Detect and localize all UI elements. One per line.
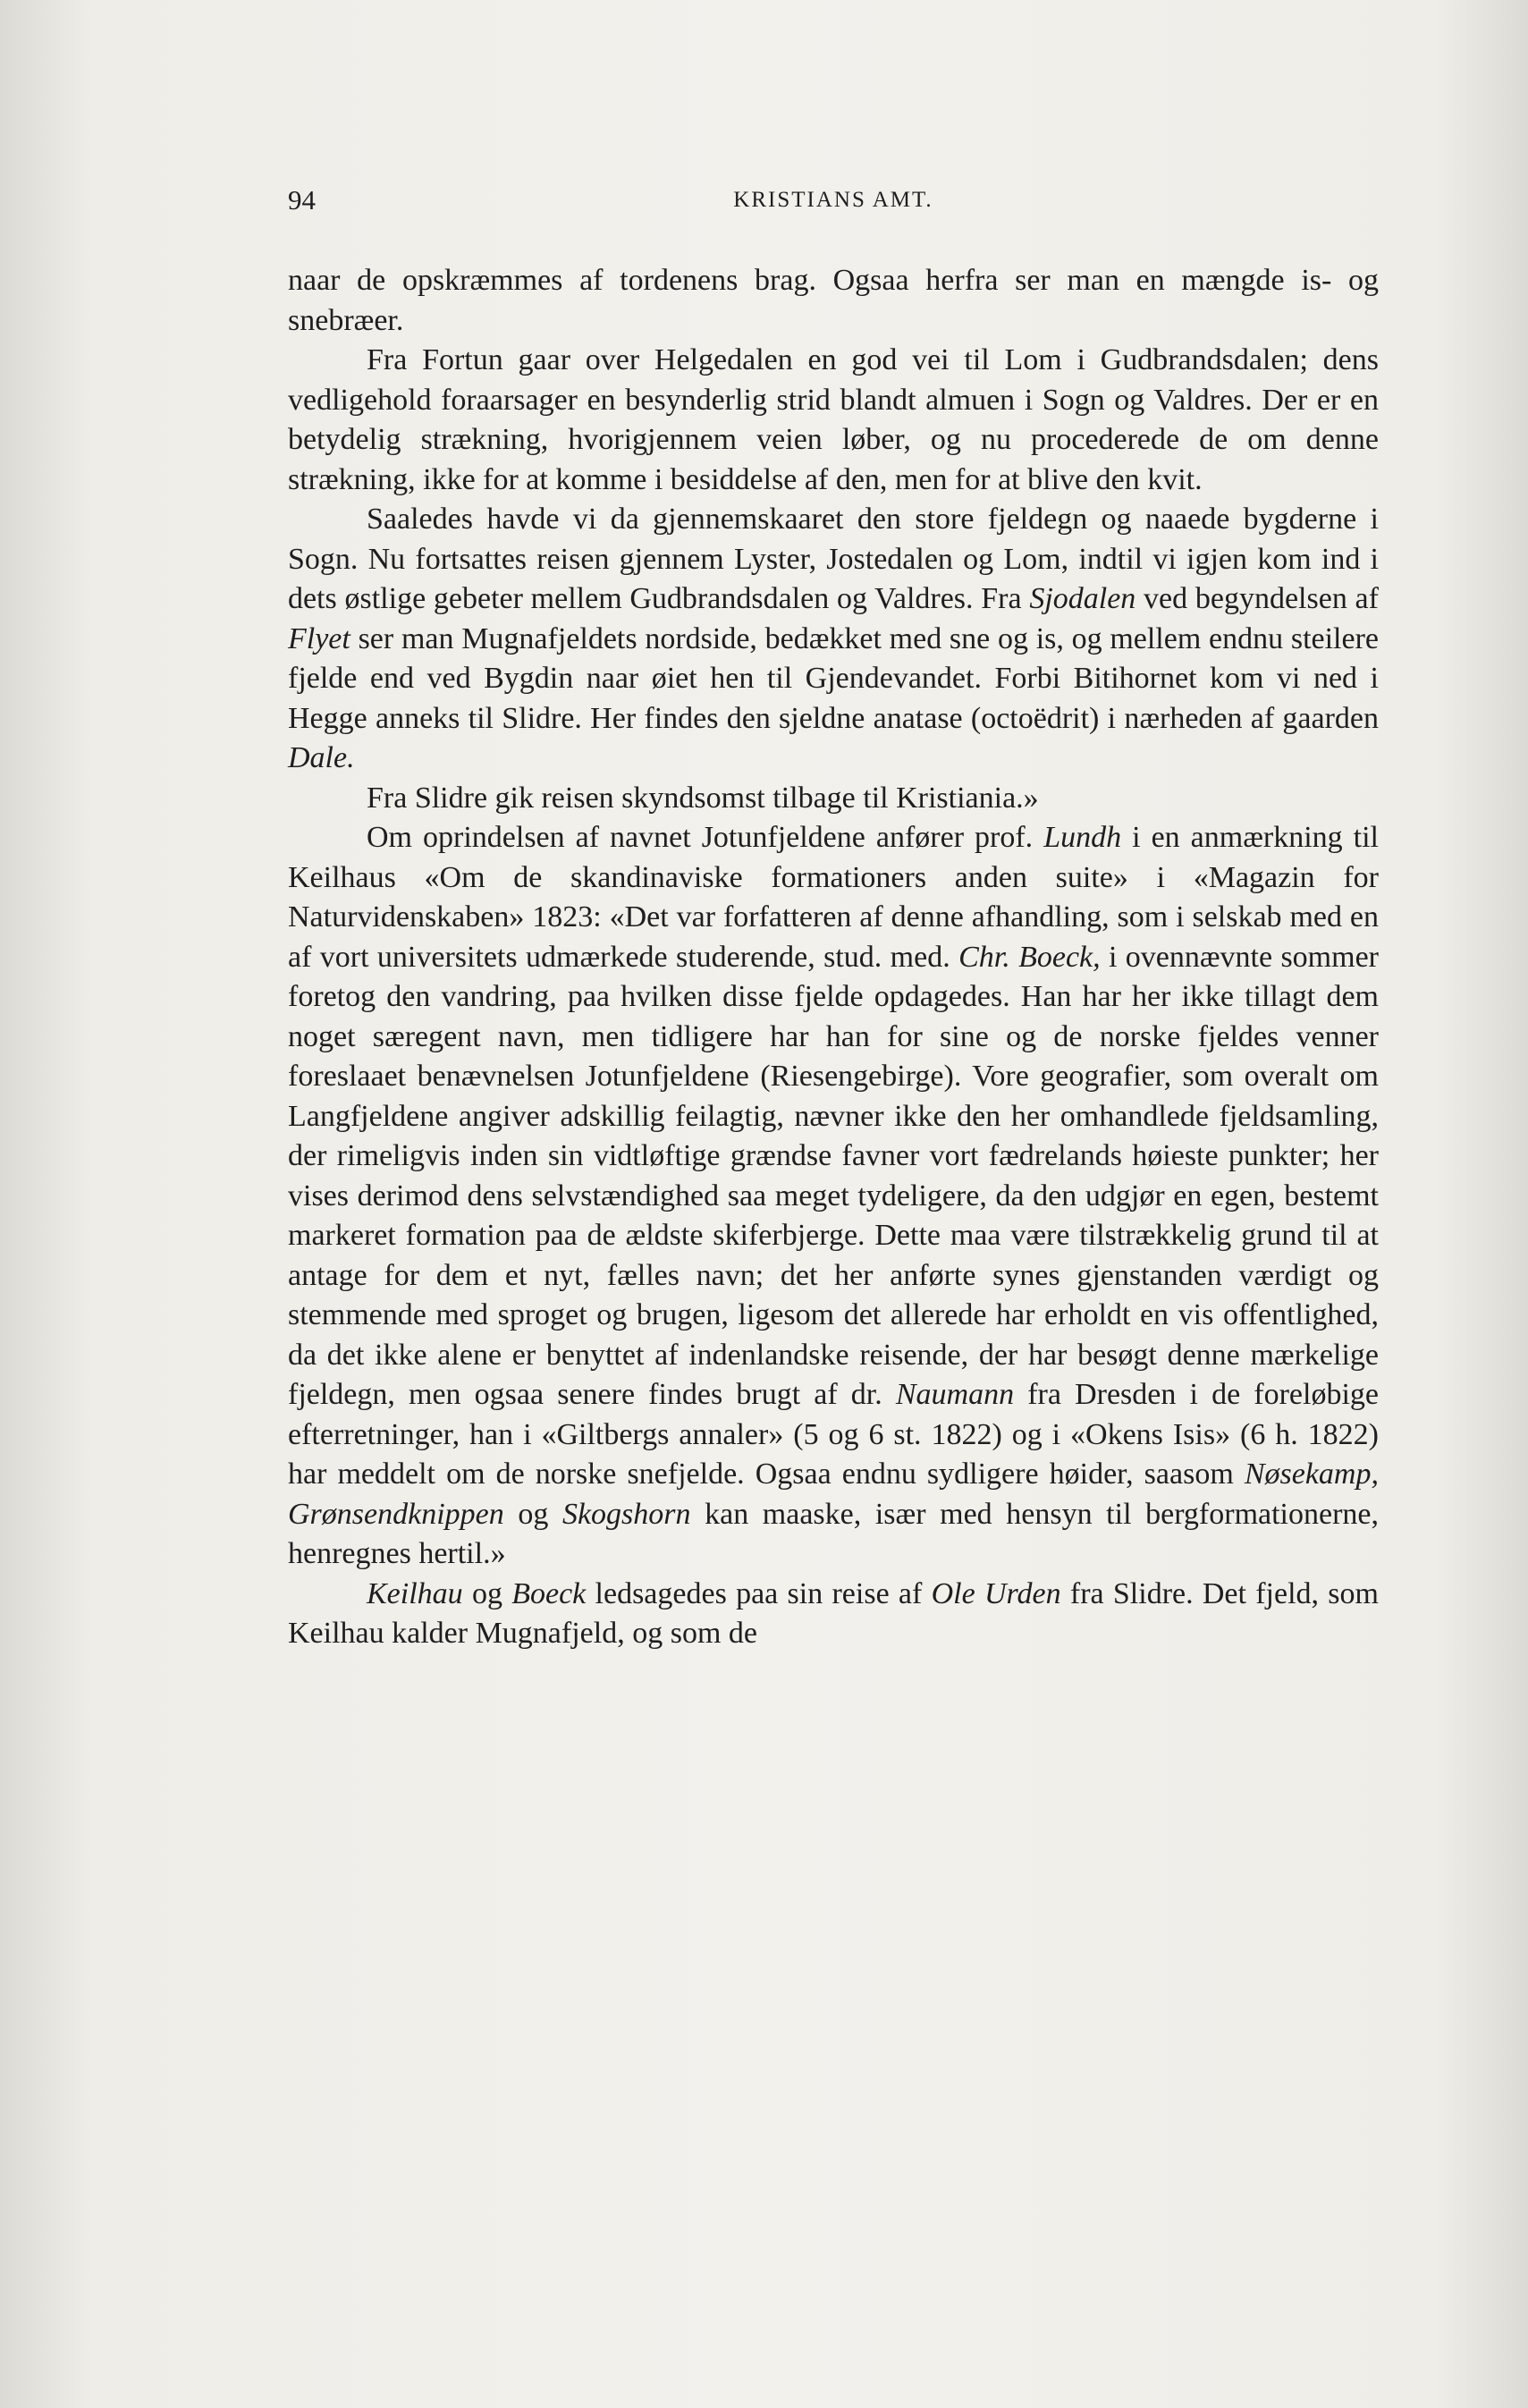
text-run: Om oprindelsen af navnet Jotunfjeldene anfører prof. — [367, 821, 1044, 854]
text-run: og — [462, 1576, 512, 1610]
italic-text: Lundh — [1043, 821, 1122, 854]
italic-text: Chr. Boeck, — [958, 940, 1101, 974]
text-run: fra Dresden i de foreløbige efterretninger, han i «Giltbergs annaler» (5 og 6 st. 1822) og i «Okens Isis» (6 h. 1822) har meddelt om de norske snefjelde. Ogsaa endnu sydligere høider, saasom — [288, 1378, 1379, 1491]
text-run: Saaledes havde vi da gjennemskaaret den store fjeldegn og naaede bygderne i Sogn. Nu fortsattes reisen gjennem Lyster, Jostedalen og Lom, indtil vi igjen kom ind i dets østlige gebeter mellem Gudbrandsdalen og Valdres. Fra — [288, 503, 1379, 615]
text-run: ved begyndelsen af — [1135, 582, 1379, 615]
body-text — [288, 261, 1379, 1654]
paragraph — [288, 261, 1379, 341]
text-run: Fra Fortun gaar over Helgedalen en god vei til Lom i Gudbrandsdalen; dens vedligehold foraarsager en besynderlig strid blandt almuen i Sogn og Valdres. Der er en betydelig strækning, hvorigjennem veien løber, og nu procederede de om denne strækning, ikke for at komme i besiddelse af den, men for at blive den kvit. — [288, 343, 1379, 496]
italic-text: Ole Urden — [931, 1576, 1061, 1610]
paragraph — [288, 1575, 1379, 1654]
text-run: ser man Mugnafjeldets nordside, bedækket med sne og is, og mellem endnu steilere fjelde end ved Bygdin naar øiet hen til Gjendevandet. Forbi Bitihornet kom vi ned i Hegge anneks til Slidre. Her findes den sjeldne anatase (octoëdrit) i nærheden af gaarden — [288, 621, 1379, 735]
text-run: Fra Slidre gik reisen skyndsomst tilbage til Kristiania.» — [367, 781, 1039, 815]
running-head: KRISTIANS AMT. — [733, 188, 933, 212]
text-run: og — [503, 1497, 562, 1531]
text-run: ledsagedes paa sin reise af — [586, 1576, 932, 1610]
italic-text: Flyet — [288, 621, 350, 655]
paragraph — [288, 779, 1379, 819]
text-run: kan maaske, især med hensyn til bergformationerne, henregnes hertil.» — [288, 1497, 1380, 1570]
italic-text: Naumann — [895, 1378, 1015, 1411]
italic-text: Skogshorn — [561, 1497, 691, 1531]
italic-text: Nøsekamp, Grønsendknippen — [288, 1457, 1379, 1531]
text-run: i ovennævnte sommer foretog den vandring, paa hvilken disse fjelde opdagedes. Han har her ikke tillagt dem noget særegent navn, men tidligere har han for sine og de norske fjeldes venner foreslaaet benævnelsen Jotunfjeldene (Riesengebirge). Vore geografier, som overalt om Langfjeldene angiver adskillig feilagtig, nævner ikke den her omhandlede fjeldsamling, der rimeligvis inden sin vidtløftige grændse favner vort fædrelands høieste punkter; her vises derimod dens selvstændighed saa meget tydeligere, da den udgjør en egen, bestemt markeret formation paa de ældste skiferbjerge. Dette maa være tilstrækkelig grund til at antage for dem et nyt, fælles navn; det her anførte synes gjenstanden værdigt og stemmende med sproget og brugen, ligesom det allerede har erholdt en vis offentlighed, da det ikke alene er benyttet af indenlandske reisende, der har besøgt denne mærkelige fjeldegn, men ogsaa senere findes brugt af dr. — [288, 940, 1379, 1411]
page-header — [288, 184, 1379, 225]
page-number: 94 — [288, 184, 316, 215]
italic-text: Dale. — [288, 741, 355, 774]
paragraph — [288, 818, 1379, 1575]
italic-text: Keilhau — [367, 1576, 463, 1610]
paragraph — [288, 341, 1379, 500]
text-run: i en anmærkning til Keilhaus «Om de skandinaviske formationers anden suite» i «Magazin for Naturvidenskaben» 1823: «Det var forfatteren af denne afhandling, som i selskab med en af vort universitets udmærkede studerende, stud. med. — [288, 821, 1379, 974]
italic-text: Sjodalen — [1029, 582, 1136, 615]
text-run: naar de opskræmmes af tordenens brag. Ogsaa herfra ser man en mængde is- og snebræer. — [288, 264, 1379, 337]
italic-text: Boeck — [511, 1576, 587, 1610]
paragraph — [288, 500, 1379, 779]
text-run: fra Slidre. Det fjeld, som Keilhau kalder Mugnafjeld, og som de — [288, 1576, 1379, 1650]
